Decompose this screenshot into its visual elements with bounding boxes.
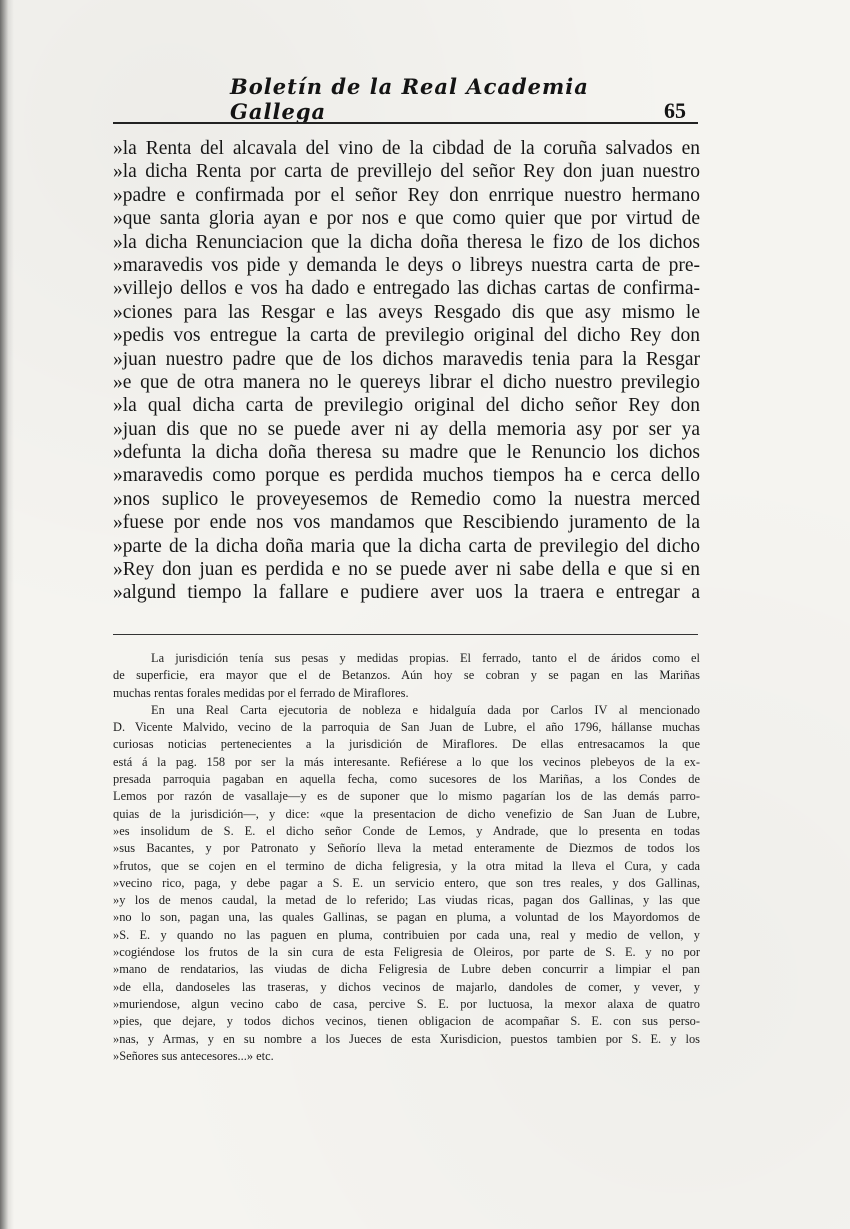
page-number: 65 xyxy=(664,98,686,123)
footnote-line: »frutos, que se cojen en el termino de dicha feligresia, y la otra mitad la lleva el Cura, y cada xyxy=(113,858,700,873)
text-line: »la dicha Renunciacion que la dicha doña theresa le fizo de los dichos xyxy=(113,231,700,253)
footnote-line: »Señores sus antecesores...» etc. xyxy=(113,1048,274,1063)
footnote-line: »es insolidum de S. E. el dicho señor Conde de Lemos, y Andrade, que lo presenta en todas xyxy=(113,823,700,838)
footnote-line: quias de la jurisdición—, y dice: «que la presentacion de dicho venefizio de San Juan de Lubre, xyxy=(113,806,700,821)
text-line: »algund tiempo la fallare e pudiere aver uos la traera e entregar a xyxy=(113,582,700,604)
text-line: »la Renta del alcavala del vino de la cibdad de la coruña salvados en xyxy=(113,138,700,159)
footnote-line: »nas, y Armas, y en su nombre a los Jueces de esta Xurisdicion, puestos tambien por S. E. y los xyxy=(113,1031,700,1046)
footnote-line: »vecino rico, paga, y debe pagar a S. E. un servicio entero, que son tres reales, y dos Gallinas, xyxy=(113,875,700,890)
footnote-line: muchas rentas forales medidas por el ferrado de Miraflores. xyxy=(113,685,409,700)
text-line: »padre e confirmada por el señor Rey don enrrique nuestro hermano xyxy=(113,184,700,206)
main-text-block xyxy=(113,137,700,605)
text-line: »juan dis que no se puede aver ni ay della memoria asy por ser ya xyxy=(113,418,700,440)
text-line: »maravedis como porque es perdida muchos tiempos ha e cerca dello xyxy=(113,465,700,487)
page-header xyxy=(113,74,698,124)
text-line: »ciones para las Resgar e las aveys Resgado dis que asy mismo le xyxy=(113,301,700,323)
footnote-line: está á la pag. 158 por ser la más interesante. Refiérese a lo que los vecinos plebeyos de la ex- xyxy=(113,754,700,769)
text-line: »maravedis vos pide y demanda le deys o libreys nuestra carta de pre- xyxy=(113,254,700,276)
header-rule xyxy=(113,122,698,124)
footnotes-block xyxy=(113,650,700,1065)
text-line: »parte de la dicha doña maria que la dicha carta de previlegio del dicho xyxy=(113,535,700,557)
text-line: »e que de otra manera no le quereys librar el dicho nuestro previlegio xyxy=(113,371,700,393)
text-line: »defunta la dicha doña theresa su madre que le Renuncio los dichos xyxy=(113,442,700,464)
footnote-line: En una Real Carta ejecutoria de nobleza e hidalguía dada por Carlos IV al mencionado xyxy=(151,702,700,717)
footnote-line: Lemos por razón de vasallaje—y es de suponer que lo mismo pagarían los de las demás parro- xyxy=(113,789,700,804)
text-line: »que santa gloria ayan e por nos e que como quier que por virtud de xyxy=(113,208,700,230)
text-line: »nos suplico le proveyesemos de Remedio como la nuestra merced xyxy=(113,488,700,510)
footnote-line: de superficie, era mayor que el de Betanzos. Aún hoy se cobran y se pagan en las Mariñas xyxy=(113,668,700,683)
text-line: »pedis vos entregue la carta de previlegio original del dicho Rey don xyxy=(113,325,700,347)
text-line: »Rey don juan es perdida e no se puede aver ni sabe della e que si en xyxy=(113,559,700,581)
footnote-line: La jurisdición tenía sus pesas y medidas propias. El ferrado, tanto el de áridos como el xyxy=(151,651,700,665)
footnote-line: »de ella, dandoseles las traseras, y dichos vecinos de majarlo, dandoles de comer, y vever, y xyxy=(113,979,700,994)
footnote-line: curiosas noticias pertenecientes a la jurisdición de Miraflores. De ellas entresacamos la que xyxy=(113,737,700,752)
footnote-separator xyxy=(113,634,698,635)
text-line: »villejo dellos e vos ha dado e entregado las dichas cartas de confirma- xyxy=(113,278,700,300)
footnote-line: »sus Bacantes, y por Patronato y Señorío lleva la metad enteramente de Diezmos de todos los xyxy=(113,841,700,856)
text-line: »juan nuestro padre que de los dichos maravedis tenia para la Resgar xyxy=(113,348,700,370)
text-line: »la qual dicha carta de previlegio original del dicho señor Rey don xyxy=(113,395,700,417)
footnote-line: »pies, que dejare, y todos dichos vecinos, tienen obligacion de acompañar S. E. con sus perso- xyxy=(113,1014,700,1029)
text-line: »la dicha Renta por carta de previllejo del señor Rey don juan nuestro xyxy=(113,161,700,183)
footnote-line: »S. E. y quando no las paguen en pluma, contribuien por cada una, real y medio de vellon, y xyxy=(113,927,700,942)
footnote-line: »cogiéndose los frutos de la sin cura de esta Feligresia de Oleiros, por parte de S. E. y no por xyxy=(113,945,700,960)
journal-title: Boletín de la Real Academia Gallega xyxy=(230,74,589,124)
footnote-line: presada parroquia pagaban en aquella fecha, como sucesores de los Mariñas, a los Condes de xyxy=(113,772,700,787)
footnote-line: »mano de rendatarios, las viudas de dicha Feligresia de Lubre deben concurrir a limpiar el pan xyxy=(113,962,700,977)
footnote-line: D. Vicente Malvido, vecino de la parroquia de San Juan de Lubre, el año 1796, hállanse muchas xyxy=(113,720,700,735)
text-line: »fuese por ende nos vos mandamos que Rescibiendo juramento de la xyxy=(113,512,700,534)
page-binding-edge xyxy=(0,0,14,1229)
footnote-line: »muriendose, algun vecino cabo de casa, percive S. E. por luctuosa, la mexor alaxa de quatro xyxy=(113,996,700,1011)
footnote-line: »y los de menos caudal, la metad de lo referido; Las viudas ricas, pagan dos Gallinas, y las que xyxy=(113,893,700,908)
footnote-line: »no lo son, pagan una, las quales Gallinas, se pagan en pluma, a voluntad de los Mayordomos de xyxy=(113,910,700,925)
